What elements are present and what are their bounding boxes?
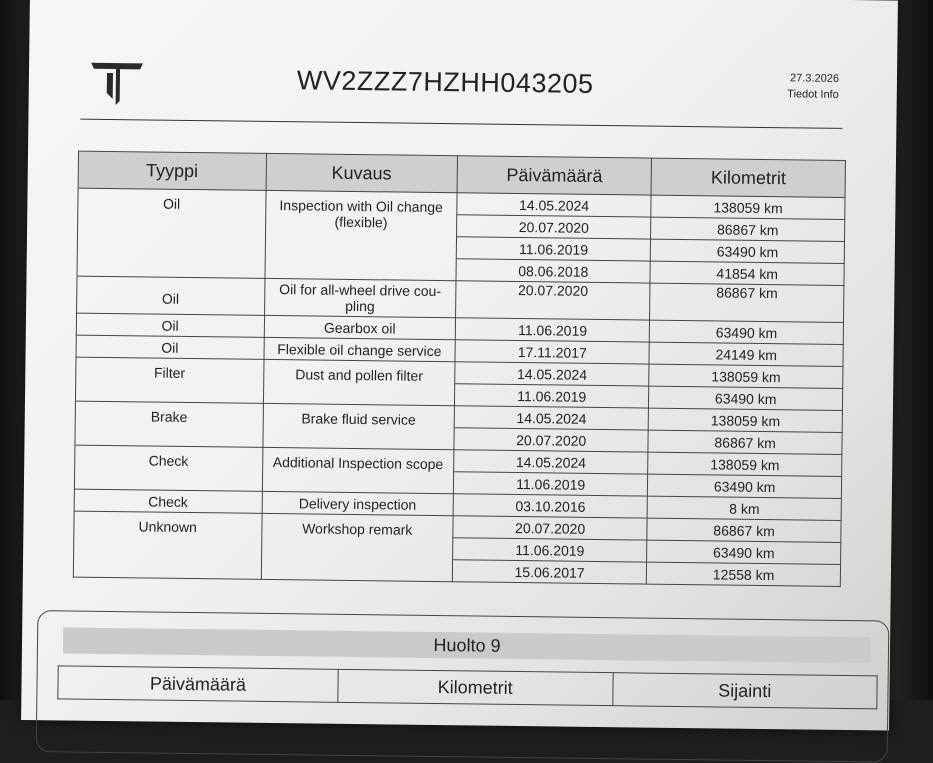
cell-date: 17.11.2017	[455, 340, 649, 364]
cell-km: 24149 km	[649, 342, 843, 366]
cell-date: 14.05.2024	[457, 193, 651, 217]
col-header-description: Kuvaus	[266, 153, 458, 192]
h9-col-km: Kilometrit	[338, 669, 613, 705]
cell-description: Dust and pollen filter	[263, 359, 455, 405]
service-history-table	[73, 151, 846, 587]
cell-km: 86867 km	[650, 283, 844, 322]
service-section	[36, 610, 890, 762]
cell-description: Delivery inspection	[262, 491, 454, 515]
cell-date: 11.06.2019	[455, 318, 649, 342]
cell-type: Check	[74, 489, 262, 513]
cell-date: 14.05.2024	[455, 362, 649, 386]
brand-logo-icon	[89, 59, 146, 106]
service-section-title: Huolto 9	[63, 627, 871, 663]
cell-km: 138059 km	[651, 195, 845, 219]
service-history-body	[73, 188, 845, 586]
cell-type: Oil	[77, 276, 265, 315]
cell-km: 63490 km	[650, 320, 844, 344]
cell-type: Oil	[77, 188, 266, 278]
header-divider	[80, 119, 842, 129]
cell-description: Additional Inspection scope	[262, 447, 454, 493]
cell-km: 8 km	[647, 496, 841, 520]
h9-col-date: Päivämäärä	[58, 666, 338, 702]
col-header-km: Kilometrit	[651, 158, 845, 197]
cell-description: Flexible oil change service	[264, 337, 456, 361]
cell-km: 63490 km	[651, 239, 845, 263]
cell-type: Check	[74, 445, 262, 491]
cell-date: 14.05.2024	[454, 450, 648, 474]
cell-date: 20.07.2020	[456, 281, 651, 320]
cell-date: 20.07.2020	[453, 516, 647, 540]
service-section-table	[57, 665, 877, 709]
cell-km: 63490 km	[648, 474, 842, 498]
h9-col-location: Sijainti	[612, 673, 877, 709]
col-header-type: Tyyppi	[78, 151, 266, 190]
cell-type: Filter	[75, 357, 263, 403]
cell-type: Brake	[75, 401, 263, 447]
cell-date: 11.06.2019	[455, 384, 649, 408]
cell-date: 20.07.2020	[454, 428, 648, 452]
document-page	[21, 0, 898, 731]
cell-description: Workshop remark	[261, 513, 453, 581]
cell-date: 11.06.2019	[453, 538, 647, 562]
cell-km: 86867 km	[647, 518, 841, 542]
cell-description: Gearbox oil	[264, 315, 456, 339]
cell-km: 63490 km	[649, 386, 843, 410]
cell-date: 11.06.2019	[453, 472, 647, 496]
cell-date: 15.06.2017	[452, 560, 646, 584]
report-meta	[769, 70, 839, 103]
cell-km: 138059 km	[648, 452, 842, 476]
report-date: 27.3.2026	[789, 72, 840, 85]
cell-date: 08.06.2018	[456, 259, 650, 283]
col-header-date: Päivämäärä	[457, 156, 652, 195]
cell-km: 86867 km	[651, 217, 845, 241]
vin-title: WV2ZZZ7HZHH043205	[296, 65, 594, 99]
cell-km: 86867 km	[648, 430, 842, 454]
cell-description: Brake fluid service	[262, 403, 454, 449]
cell-type: Oil	[76, 335, 264, 359]
cell-date: 03.10.2016	[453, 494, 647, 518]
cell-km: 12558 km	[647, 562, 841, 586]
cell-km: 41854 km	[650, 261, 844, 285]
cell-description: Inspection with Oil change (flexible)	[265, 190, 458, 280]
cell-type: Oil	[76, 313, 264, 337]
cell-date: 14.05.2024	[454, 406, 648, 430]
cell-km: 63490 km	[647, 540, 841, 564]
cell-km: 138059 km	[649, 364, 843, 388]
cell-description: Oil for all-wheel drive cou-pling	[264, 278, 456, 317]
cell-date: 20.07.2020	[457, 215, 651, 239]
report-source: Tiedot Info	[787, 88, 839, 101]
cell-date: 11.06.2019	[456, 237, 650, 261]
cell-type: Unknown	[73, 511, 261, 579]
cell-km: 138059 km	[648, 408, 842, 432]
